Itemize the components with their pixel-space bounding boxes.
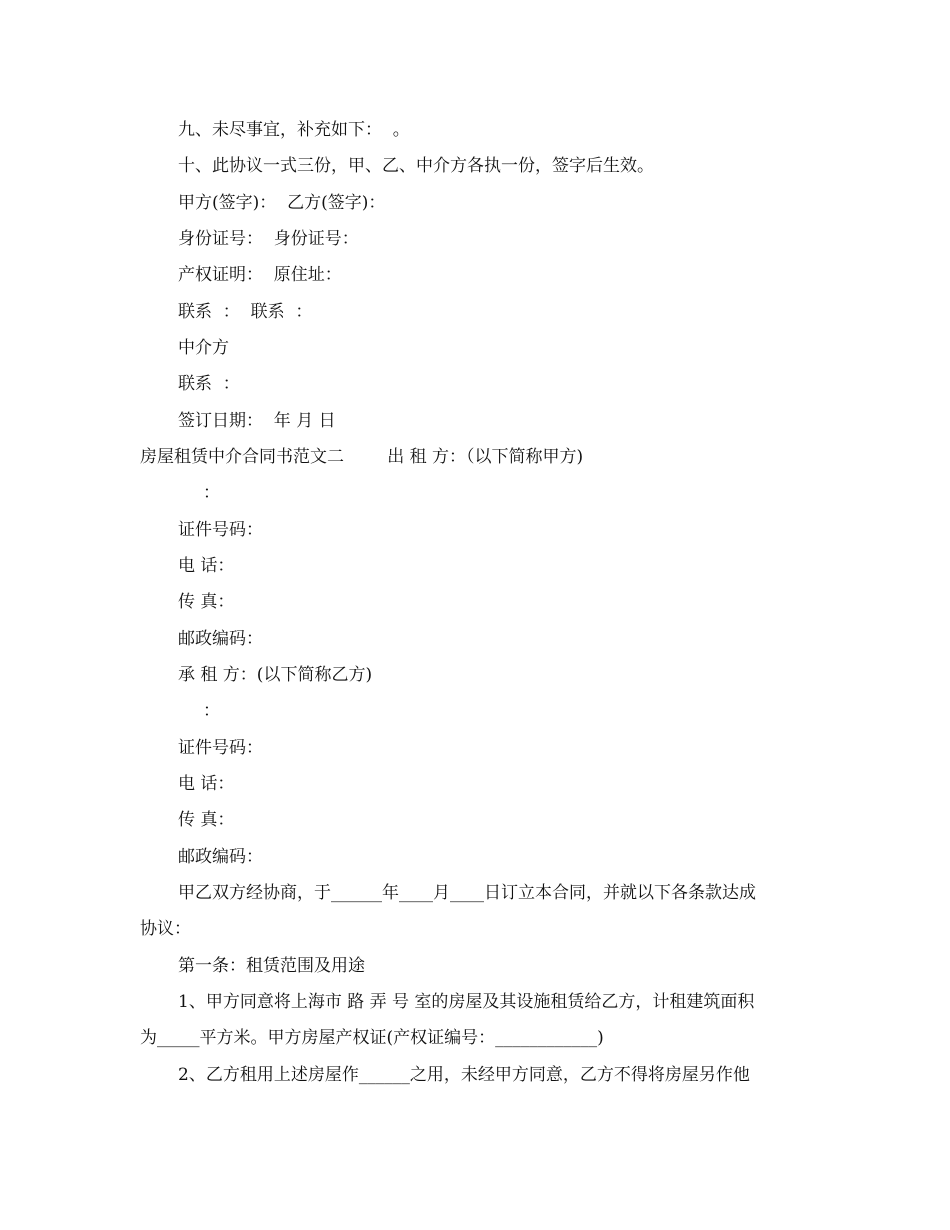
lessee-phone: 电 话： [178, 774, 235, 794]
lessor-phone: 电 话： [178, 556, 235, 576]
template-two-heading: 房屋租赁中介合同书范文二 出 租 方：（以下简称甲方) [140, 447, 584, 467]
clause-10-text: 十、此协议一式三份，甲、乙、中介方各执一份，签字后生效。 [178, 156, 654, 176]
agreement-intro-cont: 协议： [140, 919, 191, 939]
lessee-postcode: 邮政编码： [178, 847, 263, 867]
clause-9-text: 九、未尽事宜，补充如下： 。 [178, 120, 410, 140]
signature-party-a-b: 甲方(签字)： 乙方(签字)： [178, 193, 386, 213]
signing-date-line: 签订日期： 年 月 日 [178, 411, 336, 431]
agreement-intro: 甲乙双方经协商，于______年____月____日订立本合同，并就以下各条款达成 [178, 883, 756, 903]
agency-contact-line: 联系 ： [178, 374, 240, 394]
article-1-item-1-cont: 为_____平方米。甲方房屋产权证(产权证编号：____________) [140, 1028, 604, 1048]
article-1-item-2: 2、乙方租用上述房屋作______之用，未经甲方同意，乙方不得将房屋另作他 [178, 1065, 750, 1085]
lessor-fax: 传 真： [178, 592, 235, 612]
lessee-colon-line: ： [203, 701, 220, 721]
lessee-id-number: 证件号码： [178, 738, 263, 758]
lessor-colon-line: ： [203, 483, 220, 503]
agency-label: 中介方 [178, 338, 229, 358]
lessee-fax: 传 真： [178, 810, 235, 830]
article-1-item-1: 1、甲方同意将上海市 路 弄 号 室的房屋及其设施租赁给乙方，计租建筑面积 [178, 992, 755, 1012]
lessor-id-number: 证件号码： [178, 520, 263, 540]
lessee-heading: 承 租 方：(以下简称乙方) [178, 665, 373, 685]
lessor-postcode: 邮政编码： [178, 629, 263, 649]
article-1-heading: 第一条：租赁范围及用途 [178, 956, 365, 976]
property-certificate-line: 产权证明： 原住址： [178, 265, 342, 285]
contact-line: 联系 ： 联系 ： [178, 302, 313, 322]
id-number-line: 身份证号： 身份证号： [178, 229, 359, 249]
